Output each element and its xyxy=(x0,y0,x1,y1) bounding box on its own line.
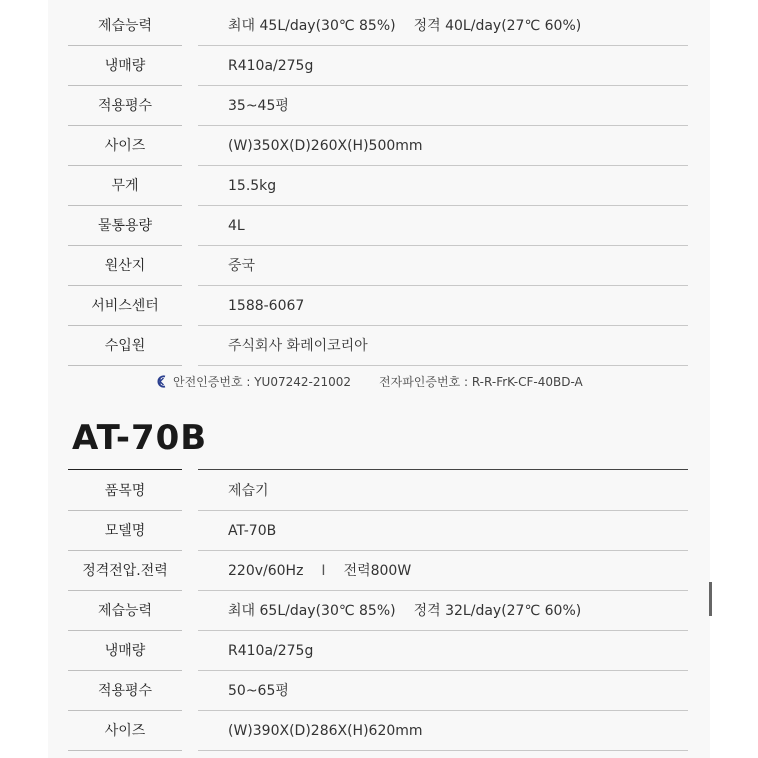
row-label: 적용평수 xyxy=(97,98,153,114)
row-label: 냉매량 xyxy=(104,58,146,74)
row-label: 제습능력 xyxy=(97,18,153,34)
row-label: 사이즈 xyxy=(104,138,146,154)
title-rule xyxy=(68,469,182,470)
row-value: 중국 xyxy=(228,258,256,274)
table-row xyxy=(68,246,688,286)
row-label: 모델명 xyxy=(104,523,146,539)
table-row xyxy=(68,711,688,751)
table-row xyxy=(68,326,688,366)
kc-mark-icon xyxy=(156,375,167,388)
table-row xyxy=(68,471,688,511)
row-value: 4L xyxy=(228,218,245,234)
row-label: 제습능력 xyxy=(97,603,153,619)
row-value: 주식회사 화레이코리아 xyxy=(228,338,368,354)
row-divider xyxy=(68,365,182,366)
row-value: 15.5kg xyxy=(228,178,277,194)
spec-table-1 xyxy=(68,6,688,366)
table-row xyxy=(68,46,688,86)
row-label: 적용평수 xyxy=(97,683,153,699)
safety-cert-number: 안전인증번호 : YU07242-21002 xyxy=(173,375,352,389)
table-row xyxy=(68,551,688,591)
table-row xyxy=(68,166,688,206)
row-value: 1588-6067 xyxy=(228,298,305,314)
row-divider xyxy=(68,750,182,751)
row-label: 정격전압.전력 xyxy=(82,563,168,579)
table-row xyxy=(68,591,688,631)
row-value: (W)390X(D)286X(H)620mm xyxy=(228,723,423,739)
row-value: 220v/60Hz I 전력800W xyxy=(228,551,411,591)
table-row xyxy=(68,206,688,246)
row-value: 최대 65L/day(30℃ 85%) 정격 32L/day(27℃ 60%) xyxy=(228,603,582,619)
row-label: 냉매량 xyxy=(104,643,146,659)
row-value: (W)350X(D)260X(H)500mm xyxy=(228,138,423,154)
row-label: 서비스센터 xyxy=(91,298,159,314)
row-value: R410a/275g xyxy=(228,643,314,659)
row-label: 원산지 xyxy=(104,258,146,274)
row-value: R410a/275g xyxy=(228,58,314,74)
row-divider xyxy=(198,365,688,366)
emc-cert-number: 전자파인증번호 : R-R-FrK-CF-40BD-A xyxy=(379,375,583,389)
row-value: 35~45평 xyxy=(228,98,289,114)
row-value: AT-70B xyxy=(228,523,277,539)
row-label: 물통용량 xyxy=(97,218,153,234)
table-row xyxy=(68,671,688,711)
row-divider xyxy=(198,750,688,751)
row-value: 제습기 xyxy=(228,483,269,499)
table-row xyxy=(68,511,688,551)
model-title: AT-70B xyxy=(72,418,208,458)
value-separator: I xyxy=(321,563,326,579)
title-rule xyxy=(198,469,688,470)
table-row xyxy=(68,86,688,126)
row-label: 품목명 xyxy=(104,483,146,499)
table-row xyxy=(68,286,688,326)
row-label: 무게 xyxy=(111,178,139,194)
row-label: 수입원 xyxy=(104,338,146,354)
scrollbar-thumb[interactable] xyxy=(709,582,712,616)
table-row xyxy=(68,6,688,46)
row-label: 사이즈 xyxy=(104,723,146,739)
spec-table-2 xyxy=(68,471,688,751)
table-row xyxy=(68,126,688,166)
row-value: 최대 45L/day(30℃ 85%) 정격 40L/day(27℃ 60%) xyxy=(228,18,582,34)
table-row xyxy=(68,631,688,671)
row-value: 50~65평 xyxy=(228,683,289,699)
certification-line xyxy=(156,372,583,392)
